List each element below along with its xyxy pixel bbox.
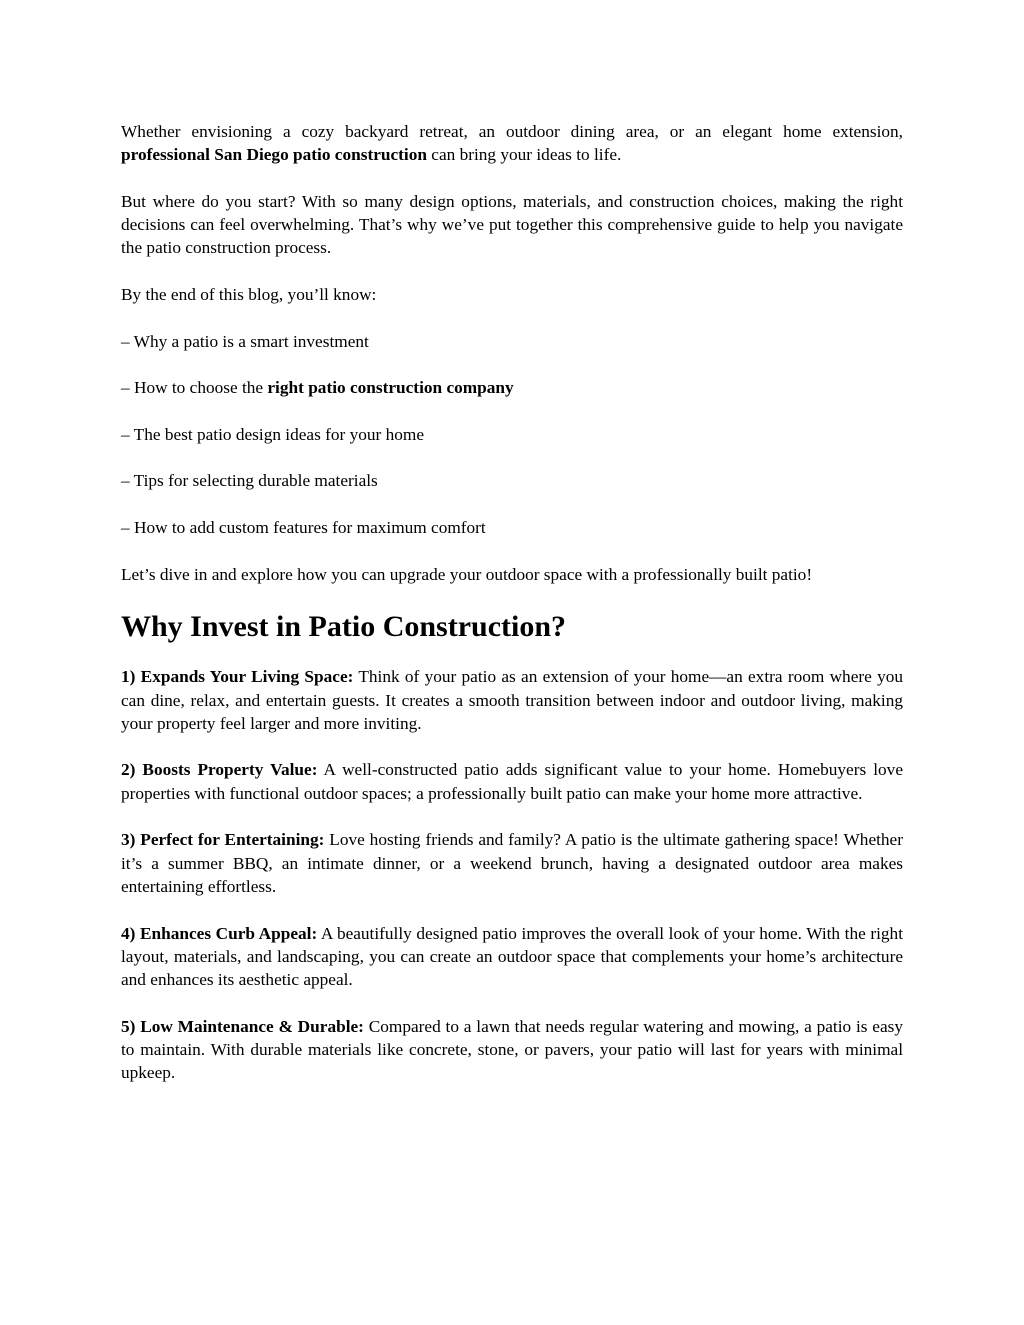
reason-text: A beautifully designed patio improves the overall look of your home. With the right layout, materials, and landscaping, you can create an outdoor space that complements your home’s architecture and enhances its aesthetic appeal. xyxy=(121,923,903,990)
intro-paragraph-3: By the end of this blog, you’ll know: xyxy=(121,285,377,305)
intro-paragraph-2: But where do you start? With so many design options, materials, and construction choices, making the right decisions can feel overwhelming. That’s why we’ve put together this comprehensive guide to help you navigate the patio construction process. xyxy=(121,191,903,258)
reason-item-4 xyxy=(121,922,903,992)
reason-text: Compared to a lawn that needs regular watering and mowing, a patio is easy to maintain. With durable materials like concrete, stone, or pavers, your patio will last for years with minimal upkeep. xyxy=(121,1016,904,1083)
bullet-item-5: – How to add custom features for maximum comfort xyxy=(121,518,486,538)
reason-item-2 xyxy=(121,758,903,805)
bullet-item-2 xyxy=(121,376,903,399)
document-page xyxy=(121,120,903,1108)
reason-item-3 xyxy=(121,828,903,898)
reason-label: 1) Expands Your Living Space: xyxy=(121,667,354,687)
bullet-keyword: right patio construction company xyxy=(267,378,514,398)
reason-text: A well-constructed patio adds significant value to your home. Homebuyers love properties with functional outdoor spaces; a professionally built patio can make your home more attractive. xyxy=(121,760,903,803)
section-heading: Why Invest in Patio Construction? xyxy=(121,610,567,644)
intro-text: can bring your ideas to life. xyxy=(426,145,622,165)
reason-label: 3) Perfect for Entertaining: xyxy=(121,830,325,850)
bullet-item-4: – Tips for selecting durable materials xyxy=(121,471,378,491)
reason-item-1 xyxy=(121,665,903,735)
bullet-item-1: – Why a patio is a smart investment xyxy=(121,331,369,351)
reason-text: Think of your patio as an extension of your home—an extra room where you can dine, relax, and entertain guests. It creates a smooth transition between indoor and outdoor living, making your property feel larger and more inviting. xyxy=(121,667,903,733)
intro-keyword-link: professional San Diego patio construction xyxy=(121,145,427,165)
reason-label: 4) Enhances Curb Appeal: xyxy=(121,923,318,943)
intro-text: Whether envisioning a cozy backyard retreat, an outdoor dining area, or an elegant home extension, xyxy=(121,122,903,141)
reason-text: Love hosting friends and family? A patio is the ultimate gathering space! Whether it’s a summer BBQ, an intimate dinner, or a weekend brunch, having a designated outdoor area makes entertaining effortless. xyxy=(121,830,903,896)
bullet-item-3: – The best patio design ideas for your home xyxy=(121,424,424,444)
intro-paragraph-1 xyxy=(121,120,903,167)
reason-item-5 xyxy=(121,1015,903,1085)
closing-paragraph: Let’s dive in and explore how you can upgrade your outdoor space with a professionally built patio! xyxy=(121,564,813,584)
bullet-text: – How to choose the xyxy=(121,378,268,398)
reason-label: 2) Boosts Property Value: xyxy=(121,760,318,780)
reason-label: 5) Low Maintenance & Durable: xyxy=(121,1016,364,1036)
